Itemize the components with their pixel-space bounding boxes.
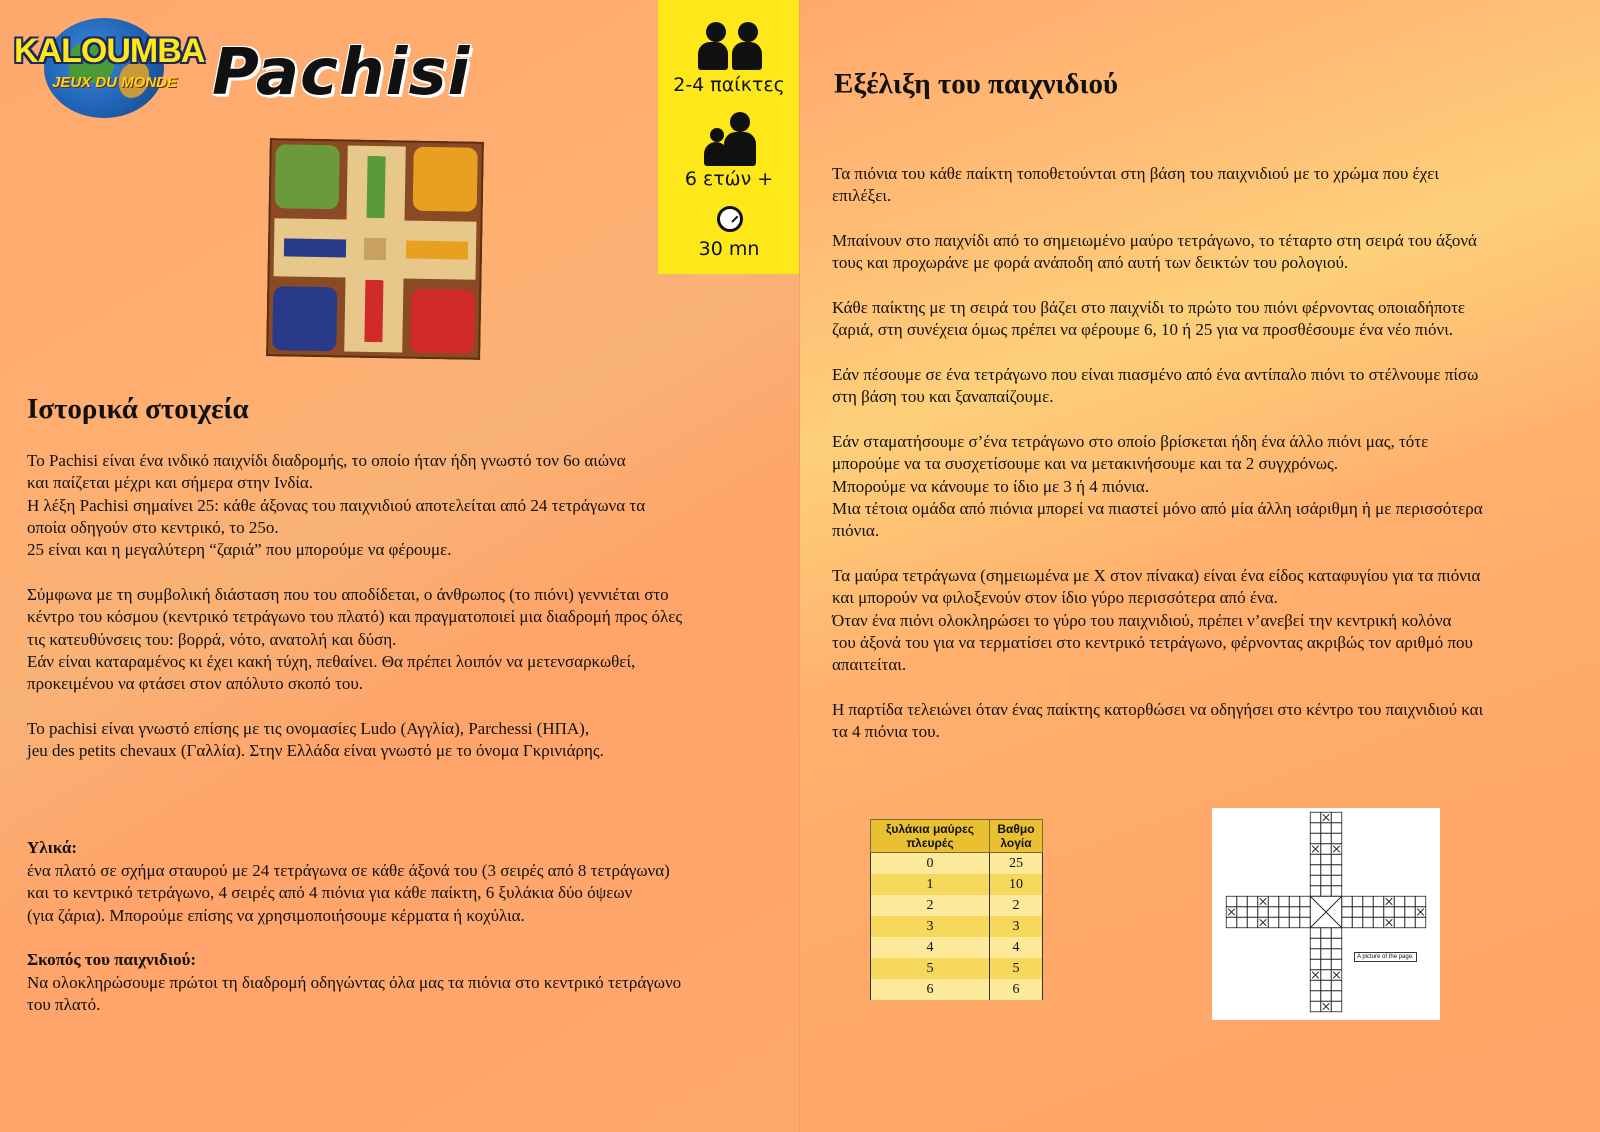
board-cell <box>1247 917 1258 928</box>
board-cell <box>1321 938 1332 949</box>
board-cell <box>1310 938 1321 949</box>
board-cell <box>1289 907 1300 918</box>
board-cell <box>1405 917 1416 928</box>
board-cell <box>1331 959 1342 970</box>
gameplay-paragraph-7: Η παρτίδα τελειώνει όταν ένας παίκτης κατορθώσει να οδηγήσει στο κέντρο του παιχνιδιού και τα 4 πιόνια του. <box>832 700 1484 742</box>
board-cell <box>1321 959 1332 970</box>
board-cell <box>1331 980 1342 991</box>
board-cell <box>1237 896 1248 907</box>
board-cell <box>1331 875 1342 886</box>
refuge-mark <box>1323 1003 1330 1010</box>
board-cell <box>1310 875 1321 886</box>
refuge-mark <box>1228 909 1235 916</box>
kaloumba-logo <box>14 8 204 118</box>
gameplay-paragraph-6: Τα μαύρα τετράγωνα (σημειωμένα με X στον πίνακα) είναι ένα είδος καταφυγίου για τα πιόνια και μπορούν να φιλοξενούν στον ίδιο γύρο περισσότερα από ένα. Όταν ένα πιόνι ολοκληρώσει το γύρο του παιχνιδιού, πρέπει ν’ανεβεί την κεντρική κολόνα του άξονά του για να τερματίσει στο κεντρικό τετράγωνο, φέρνοντας ακριβώς τον αριθμό που απαιτείται. <box>832 566 1481 675</box>
board-cell <box>1342 896 1353 907</box>
score-header-points: Βαθμο λογία <box>990 820 1043 853</box>
refuge-mark <box>1417 909 1424 916</box>
age-label: 6 ετών + <box>684 168 774 190</box>
gameplay-paragraph-1: Τα πιόνια του κάθε παίκτη τοποθετούνται στη βάση του παιχνιδιού με το χρώμα που έχει επιλέξει. <box>832 164 1439 206</box>
board-cell <box>1331 865 1342 876</box>
center-square-mark <box>1310 896 1342 928</box>
board-cell <box>1300 917 1311 928</box>
board-cell <box>1373 917 1384 928</box>
blue-corner <box>272 286 337 351</box>
board-cell <box>1310 886 1321 897</box>
board-cell <box>1279 907 1290 918</box>
board-cell <box>1237 917 1248 928</box>
board-cell <box>1331 812 1342 823</box>
table-row: 5 5 <box>871 958 1043 979</box>
board-cell <box>1310 823 1321 834</box>
score-header-sticks: ξυλάκια μαύρες πλευρές <box>871 820 990 853</box>
refuge-mark <box>1333 846 1340 853</box>
table-row: 4 4 <box>871 937 1043 958</box>
board-cell <box>1352 907 1363 918</box>
board-cell <box>1247 907 1258 918</box>
board-cell <box>1258 907 1269 918</box>
board-cell <box>1331 1001 1342 1012</box>
board-cell <box>1394 917 1405 928</box>
gameplay-paragraph-4: Εάν πέσουμε σε ένα τετράγωνο που είναι πιασμένο από ένα αντίπαλο πιόνι το στέλνουμε πίσω στη βάση του και ξαναπαίζουμε. <box>832 365 1479 407</box>
diagram-caption: A picture of the page. <box>1354 952 1417 962</box>
board-cell <box>1310 980 1321 991</box>
board-cell <box>1268 917 1279 928</box>
refuge-mark <box>1312 972 1319 979</box>
gameplay-paragraph-2: Μπαίνουν στο παιχνίδι από το σημειωμένο μαύρο τετράγωνο, το τέταρτο στη σειρά του άξονά τους και προχωράνε με φορά ανάποδη από αυτή των δεικτών του ρολογιού. <box>832 231 1477 273</box>
table-row: 2 2 <box>871 895 1043 916</box>
board-cell <box>1310 949 1321 960</box>
gameplay-paragraph-3: Κάθε παίκτης με τη σειρά του βάζει στο παιχνίδι το πρώτο του πιόνι φέρνοντας οποιαδήποτε ζαριά, στη συνέχεια όμως πρέπει να φέρουμε 6, 10 ή 25 για να προσθέσουμε ένα νέο πιόνι. <box>832 298 1466 340</box>
board-cell <box>1279 896 1290 907</box>
brand-name: KALOUMBA <box>14 32 205 70</box>
board-photo <box>266 138 484 360</box>
gameplay-paragraph-5: Εάν σταματήσουμε σ’ένα τετράγωνο στο οποίο βρίσκεται ήδη ένα άλλο πιόνι μας, τότε μπορούμε να τα συσχετίσουμε και να μετακινήσουμε και τα 2 συγχρόνως. Μπορούμε να κάνουμε το ίδιο με 3 ή 4 πιόνια. Μια τέτοια ομάδα από πιόνια μπορεί να πιαστεί μόνο από μία άλλη ισάριθμη ή με περισσότερα πιόνια. <box>832 432 1483 541</box>
goal-text: Να ολοκληρώσουμε πρώτοι τη διαδρομή οδηγώντας όλα μας τα πιόνια στο κεντρικό τετράγωνο του πλατό. <box>27 973 682 1015</box>
board-cell <box>1331 928 1342 939</box>
board-cell <box>1373 907 1384 918</box>
board-cell <box>1342 907 1353 918</box>
board-cell <box>1321 991 1332 1002</box>
board-cell <box>1415 896 1426 907</box>
refuge-mark <box>1312 846 1319 853</box>
board-cell <box>1289 917 1300 928</box>
board-cell <box>1331 886 1342 897</box>
board-cell <box>1321 980 1332 991</box>
board-cell <box>1310 959 1321 970</box>
board-cell <box>1352 896 1363 907</box>
board-cell <box>1310 991 1321 1002</box>
board-cell <box>1405 907 1416 918</box>
board-cell <box>1289 896 1300 907</box>
board-cell <box>1394 896 1405 907</box>
board-cell <box>1373 896 1384 907</box>
board-cell <box>1363 896 1374 907</box>
materials-text: ένα πλατό σε σχήμα σταυρού με 24 τετράγωνα σε κάθε άξονά του (3 σειρές από 8 τετράγωνα) και το κεντρικό τετράγωνο, 4 σειρές από 4 πιόνια για κάθε παίκτη, 6 ξυλάκια δύο όψεων (για ζάρια). Μπορούμε επίσης να χρησιμοποιήσουμε κέρματα ή κοχύλια. <box>27 861 670 925</box>
red-corner <box>410 289 475 354</box>
board-cell <box>1405 896 1416 907</box>
board-cell <box>1310 812 1321 823</box>
game-title: Pachisi <box>212 36 471 110</box>
table-row: 0 25 <box>871 853 1043 875</box>
board-cell <box>1331 823 1342 834</box>
board-cell <box>1268 907 1279 918</box>
gameplay-heading: Εξέλιξη του παιχνιδιού <box>834 68 1119 100</box>
table-row: 6 6 <box>871 979 1043 1000</box>
duration-label: 30 mn <box>698 238 760 260</box>
board-cell <box>1384 907 1395 918</box>
board-cell <box>1310 1001 1321 1012</box>
players-label: 2-4 παίκτες <box>673 74 785 96</box>
board-cell <box>1268 896 1279 907</box>
green-corner <box>275 144 340 209</box>
board-cell <box>1321 886 1332 897</box>
goal-heading: Σκοπός του παιχνιδιού: <box>27 950 197 969</box>
board-cell <box>1247 896 1258 907</box>
history-paragraph-2: Σύμφωνα με τη συμβολική διάσταση που του αποδίδεται, ο άνθρωπος (το πιόνι) γεννιέται στο κέντρο του κόσμου (κεντρικό τετράγωνο του πλατό) και πραγματοποιεί μια διαδρομή προς όλες τις κατευθύνσεις του: βορρά, νότο, ανατολή και δύση. Εάν είναι καταραμένος κι έχει κακή τύχη, πεθαίνει. Θα πρέπει λοιπόν να μετενσαρκωθεί, προκειμένου να φτάσει στον απόλυτο σκοπό του. <box>27 585 683 694</box>
history-paragraph-3: Το pachisi είναι γνωστό επίσης με τις ονομασίες Ludo (Αγγλία), Parchessi (ΗΠΑ), jeu des petits chevaux (Γαλλία). Στην Ελλάδα είναι γνωστό με το όνομα Γκρινιάρης. <box>27 719 604 761</box>
board-cell <box>1331 833 1342 844</box>
board-cell <box>1321 949 1332 960</box>
table-row: 3 3 <box>871 916 1043 937</box>
board-cell <box>1394 907 1405 918</box>
board-cell <box>1300 896 1311 907</box>
board-cell <box>1321 833 1332 844</box>
clock-icon <box>717 206 743 232</box>
board-cell <box>1331 949 1342 960</box>
refuge-mark <box>1333 972 1340 979</box>
board-cell <box>1363 917 1374 928</box>
board-cell <box>1226 917 1237 928</box>
board-cell <box>1237 907 1248 918</box>
board-cell <box>1331 991 1342 1002</box>
board-cell <box>1300 907 1311 918</box>
board-diagram-svg <box>1212 808 1440 1020</box>
board-cell <box>1226 896 1237 907</box>
board-cell <box>1331 938 1342 949</box>
refuge-mark <box>1260 898 1267 905</box>
board-cell <box>1321 865 1332 876</box>
board-cell <box>1321 854 1332 865</box>
board-cell <box>1352 917 1363 928</box>
board-cell <box>1331 854 1342 865</box>
refuge-mark <box>1386 898 1393 905</box>
board-cell <box>1310 928 1321 939</box>
refuge-mark <box>1260 919 1267 926</box>
score-table <box>870 819 1043 1000</box>
board-cell <box>1321 823 1332 834</box>
board-cell <box>1415 917 1426 928</box>
board-cell <box>1310 865 1321 876</box>
board-cell <box>1279 917 1290 928</box>
board-cell <box>1363 907 1374 918</box>
materials-heading: Υλικά: <box>27 838 77 857</box>
board-cell <box>1321 970 1332 981</box>
table-row: 1 10 <box>871 874 1043 895</box>
board-diagram <box>1212 808 1440 1020</box>
yellow-corner <box>413 147 478 212</box>
history-heading: Ιστορικά στοιχεία <box>27 393 249 425</box>
board-cell <box>1321 875 1332 886</box>
refuge-mark <box>1323 814 1330 821</box>
game-info-box <box>658 0 800 274</box>
brand-tagline: JEUX DU MONDE <box>52 74 178 91</box>
board-cell <box>1310 833 1321 844</box>
refuge-mark <box>1386 919 1393 926</box>
board-cell <box>1342 917 1353 928</box>
board-cell <box>1321 844 1332 855</box>
board-cell <box>1321 928 1332 939</box>
history-paragraph-1: Το Pachisi είναι ένα ινδικό παιχνίδι διαδρομής, το οποίο ήταν ήδη γνωστό τον 6ο αιώνα και παίζεται μέχρι και σήμερα στην Ινδία. Η λέξη Pachisi σημαίνει 25: κάθε άξονας του παιχνιδιού αποτελείται από 24 τετράγωνα τα οποία οδηγούν στο κεντρικό, το 25ο. 25 είναι και η μεγαλύτερη “ζαριά” που μπορούμε να φέρουμε. <box>27 451 646 560</box>
board-cell <box>1310 854 1321 865</box>
